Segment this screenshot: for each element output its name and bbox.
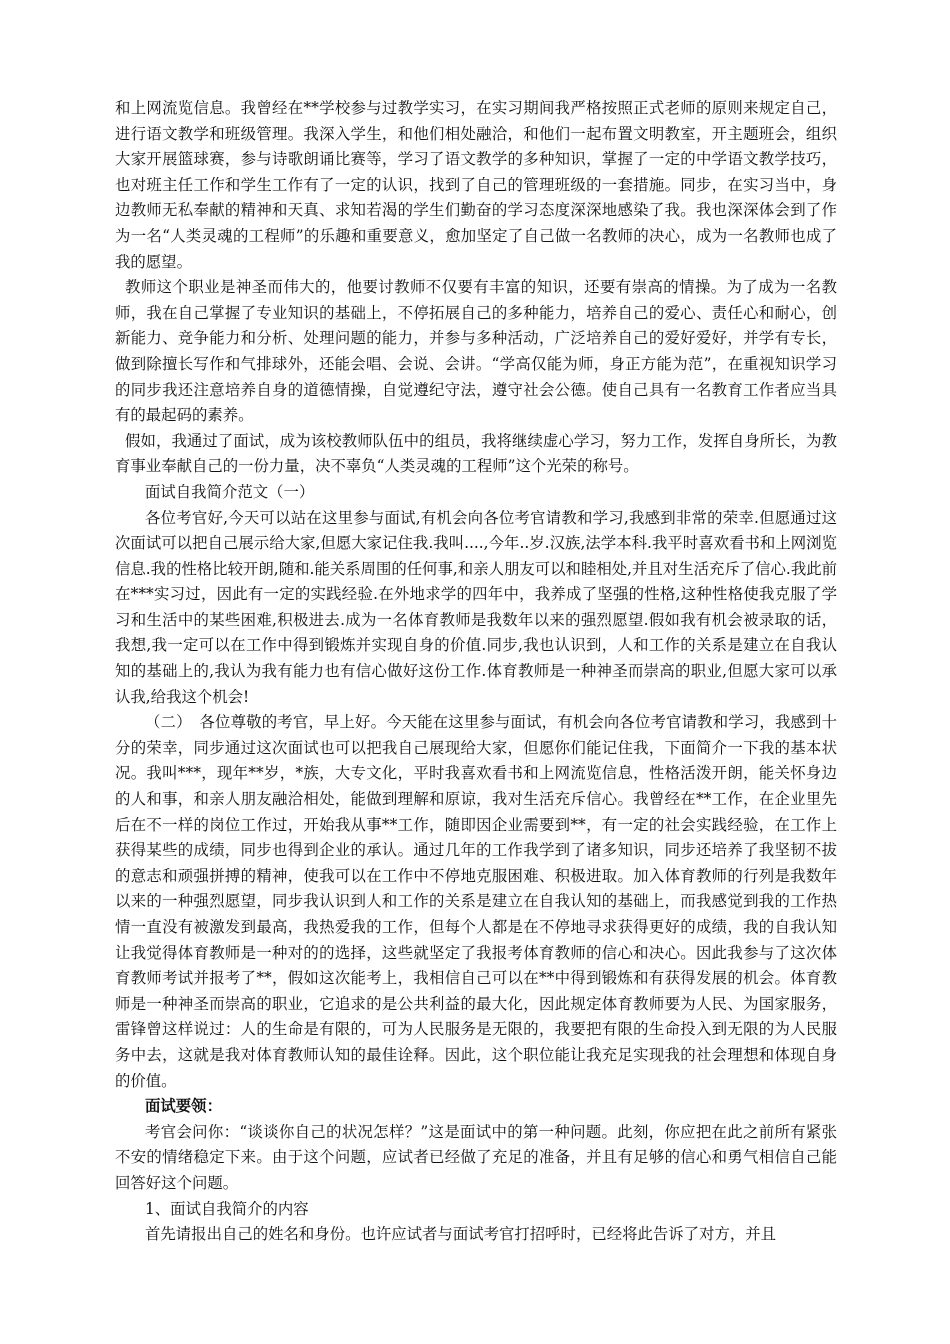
heading-interview-tips: 面试要领： (145, 1097, 222, 1116)
document-page (115, 96, 837, 1248)
paragraph-name-identity: 首先请报出自己的姓名和身份。也许应试者与面试考官打招呼时，已经将此告诉了对方，并且 (145, 1225, 777, 1244)
paragraph-first-question: 考官会问你：“谈谈你自己的状况怎样？”这是面试中的第一种问题。此刻，你应把在此之前所有紧张不安的情绪稳定下来。由于这个问题，应试者已经做了充足的准备，并且有足够的信心和勇气相信自己能回答好这个问题。 (115, 1122, 837, 1192)
paragraph-internship: 和上网流览信息。我曾经在**学校参与过教学实习，在实习期间我严格按照正式老师的原则来规定自己，进行语文教学和班级管理。我深入学生，和他们相处融洽，和他们一起布置文明教室，开主题班会，组织大家开展篮球赛，参与诗歌朗诵比赛等，学习了语文教学的多种知识，掌握了一定的中学语文教学技巧，也对班主任工作和学生工作有了一定的认识，找到了自己的管理班级的一套措施。同步，在实习当中，身边教师无私奉献的精神和天真、求知若渴的学生们勤奋的学习态度深深地感染了我。我也深深体会到了作为一名“人类灵魂的工程师”的乐趣和重要意义，愈加坚定了自己做一名教师的决心，成为一名教师也成了我的愿望。 (115, 99, 837, 271)
paragraph-if-pass: 假如，我通过了面试，成为该校教师队伍中的组员，我将继续虚心学习，努力工作，发挥自身所长，为教育事业奉献自己的一份力量，决不辜负“人类灵魂的工程师”这个光荣的称号。 (115, 431, 837, 476)
paragraph-teacher-profession: 教师这个职业是神圣而伟大的，他要讨教师不仅要有丰富的知识，还要有崇高的情操。为了成为一名教师，我在自己掌握了专业知识的基础上，不停拓展自己的多种能力，培养自己的爱心、责任心和耐心，创新能力、竞争能力和分析、处理问题的能力，并参与多种活动，广泛培养自己的爱好爱好，并学有专长，做到除擅长写作和气排球外，还能会唱、会说、会讲。“学高仅能为师，身正方能为范”，在重视知识学习的同步我还注意培养自身的道德情操，自觉遵纪守法，遵守社会公德。使自己具有一名教育工作者应当具有的最起码的素养。 (115, 278, 837, 425)
paragraph-sample-two: （二） 各位尊敬的考官，早上好。今天能在这里参与面试，有机会向各位考官请教和学习，我感到十分的荣幸，同步通过这次面试也可以把我自己展现给大家，但愿你们能记住我，下面简介一下我的基本状况。我叫***，现年**岁，*族，大专文化，平时我喜欢看书和上网流览信息，性格活泼开朗，能关怀身边的人和事，和亲人朋友融洽相处，能做到理解和原谅，我对生活充斥信心。我曾经在**工作，在企业里先后在不一样的岗位工作过，开始我从事**工作，随即因企业需要到**，有一定的社会实践经验，在工作上获得某些的成绩，同步也得到企业的承认。通过几年的工作我学到了诸多知识，同步还培养了我坚韧不拔的意志和顽强拼搏的精神，使我可以在工作中不停地克服困难、积极进取。加入体育教师的行列是我数年以来的一种强烈愿望，同步我认识到人和工作的关系是建立在自我认知的基础上，而我感觉到我的工作热情一直没有被激发到最高，我热爱我的工作，但每个人都是在不停地寻求获得更好的成绩，我的自我认知让我觉得体育教师是一种对的的选择，这些就坚定了我报考体育教师的信心和决心。因此我参与了这次体育教师考试并报考了**，假如这次能考上，我相信自己可以在**中得到锻炼和有获得发展的机会。体育教师是一种神圣而崇高的职业，它追求的是公共利益的最大化，因此规定体育教师要为人民、为国家服务，雷锋曾这样说过：人的生命是有限的，可为人民服务是无限的，我要把有限的生命投入到无限的为人民服务中去，这就是我对体育教师认知的最佳诠释。因此，这个职位能让我充足实现我的社会理想和体现自身的价值。 (115, 713, 837, 1090)
heading-intro-content: 1、面试自我简介的内容 (145, 1199, 309, 1218)
heading-sample-one: 面试自我简介范文（一） (145, 482, 315, 501)
paragraph-sample-one: 各位考官好,今天可以站在这里参与面试,有机会向各位考官请教和学习,我感到非常的荣幸.但愿通过这次面试可以把自己展示给大家,但愿大家记住我.我叫....,今年..岁.汉族,法学本科.我平时喜欢看书和上网浏览信息.我的性格比较开朗,随和.能关系周围的任何事,和亲人朋友可以和睦相处,并且对生活充斥了信心.我此前在***实习过，因此有一定的实践经验.在外地求学的四年中，我养成了坚强的性格,这种性格使我克服了学习和生活中的某些困难,积极进去.成为一名体育教师是我数年以来的强烈愿望.假如我有机会被录取的话，我想,我一定可以在工作中得到锻炼并实现自身的价值.同步,我也认识到，人和工作的关系是建立在自我认知的基础上的,我认为我有能力也有信心做好这份工作.体育教师是一种神圣而崇高的职业,但愿大家可以承认我,给我这个机会! (115, 508, 837, 706)
